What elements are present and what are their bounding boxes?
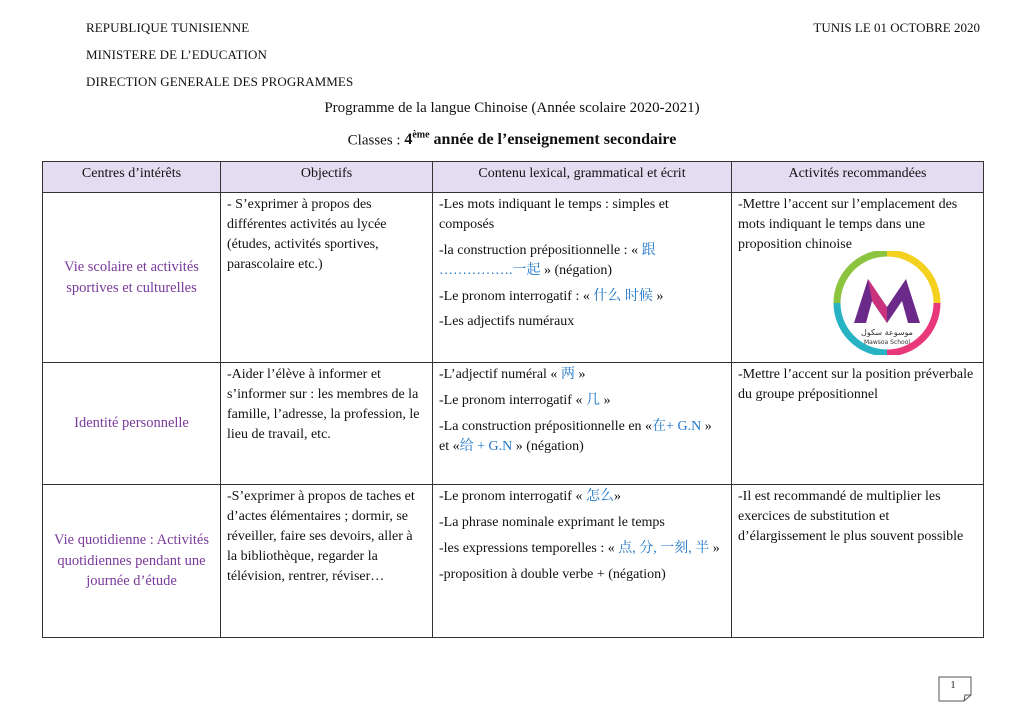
contenu-cell [433, 485, 732, 638]
contenu-line [439, 487, 725, 507]
contenu-line [439, 365, 725, 385]
classes-sup: ème [412, 130, 430, 141]
header-date: TUNIS LE 01 OCTOBRE 2020 [813, 20, 980, 35]
contenu-line [439, 241, 725, 281]
contenu-line: -Les mots indiquant le temps : simples et composés [439, 197, 669, 232]
chinese-text: 怎么 [585, 489, 614, 504]
chinese-text: 两 [560, 367, 575, 382]
classes-line [0, 130, 1024, 149]
logo-arabic: موسوعة سكول [861, 328, 913, 337]
chinese-text: 点, 分, 一刻, 半 [618, 540, 710, 556]
mawsoa-school-logo [826, 251, 948, 355]
activite-cell: -Mettre l’accent sur la position préverbale du groupe prépositionnel [732, 363, 984, 485]
text: -Le pronom interrogatif « [439, 489, 586, 504]
text: » et « [439, 418, 712, 454]
text: -les expressions temporelles : « [439, 540, 619, 556]
text: » [574, 367, 586, 382]
contenu-line [439, 391, 725, 411]
dots: ……………. [439, 262, 513, 278]
classes-prefix: Classes : [347, 132, 405, 149]
col-header-contenu: Contenu lexical, grammatical et écrit [433, 162, 732, 193]
contenu-line [439, 417, 725, 457]
text: » (négation) [512, 438, 584, 454]
col-header-centres: Centres d’intérêts [43, 162, 221, 193]
text: » [613, 489, 621, 504]
objectif-cell: -Aider l’élève à informer et s’informer sur : les membres de la famille, l’adresse, la profession, le lieu de travail, etc. [221, 363, 433, 485]
chinese-text: 在+ G.N [652, 418, 702, 434]
classes-num: 4 [404, 131, 413, 149]
contenu-cell [433, 193, 732, 363]
text: -Le pronom interrogatif « [439, 392, 586, 408]
col-header-objectifs: Objectifs [221, 162, 433, 193]
text: -La construction prépositionnelle en « [439, 418, 653, 434]
contenu-cell [433, 363, 732, 485]
centre-cell: Vie quotidienne : Activités quotidiennes pendant une journée d’étude [43, 485, 221, 638]
contenu-line [439, 539, 725, 559]
col-header-activites: Activités recommandées [732, 162, 984, 193]
contenu-line: -proposition à double verbe + (négation) [439, 566, 666, 582]
chinese-text: 一起 [512, 262, 541, 278]
chinese-text: 什么 时候 [593, 288, 653, 304]
header-direction: DIRECTION GENERALE DES PROGRAMMES [86, 74, 354, 89]
text: » [709, 540, 720, 556]
classes-rest: année de l’enseignement secondaire [429, 131, 677, 149]
text: -Le pronom interrogatif : « [439, 288, 594, 304]
contenu-line: -La phrase nominale exprimant le temps [439, 514, 665, 530]
contenu-line [439, 287, 725, 307]
activite-cell: -Il est recommandé de multiplier les exercices de substitution et d’élargissement le plus souvent possible [732, 485, 984, 638]
contenu-line: -Les adjectifs numéraux [439, 314, 575, 330]
programme-table [42, 161, 984, 638]
activite-cell: -Mettre l’accent sur l’emplacement des mots indiquant le temps dans une proposition chinoise [732, 193, 984, 363]
centre-cell: Identité personnelle [43, 363, 221, 485]
page-number: 1 [950, 680, 956, 691]
header-ministry: MINISTERE DE L’EDUCATION [86, 47, 268, 62]
classes-level [404, 131, 676, 148]
document-title: Programme de la langue Chinoise (Année scolaire 2020-2021) [324, 100, 700, 116]
objectif-cell: -S’exprimer à propos de taches et d’actes élémentaires ; dormir, se réveiller, faire ses devoirs, aller à la bibliothèque, regarder la télévision, rentrer, réviser… [221, 485, 433, 638]
logo-latin: Mawsoa School [863, 339, 911, 346]
chinese-text: 几 [585, 392, 600, 408]
text: » [599, 392, 611, 408]
text: -L’adjectif numéral « [439, 367, 561, 382]
text: » [652, 288, 664, 304]
text: » (négation) [540, 262, 613, 278]
centre-cell: Vie scolaire et activités sportives et culturelles [43, 193, 221, 363]
chinese-text: 跟 [641, 242, 656, 258]
header-republic: REPUBLIQUE TUNISIENNE [86, 20, 250, 35]
objectif-cell: - S’exprimer à propos des différentes activités au lycée (études, activités sportives, parascolaire etc.) [221, 193, 433, 363]
text: -la construction prépositionnelle : « [439, 242, 642, 258]
table-row [43, 485, 984, 638]
table-row [43, 363, 984, 485]
table-header-row [43, 162, 984, 193]
chinese-text: 给 + G.N [459, 438, 513, 454]
